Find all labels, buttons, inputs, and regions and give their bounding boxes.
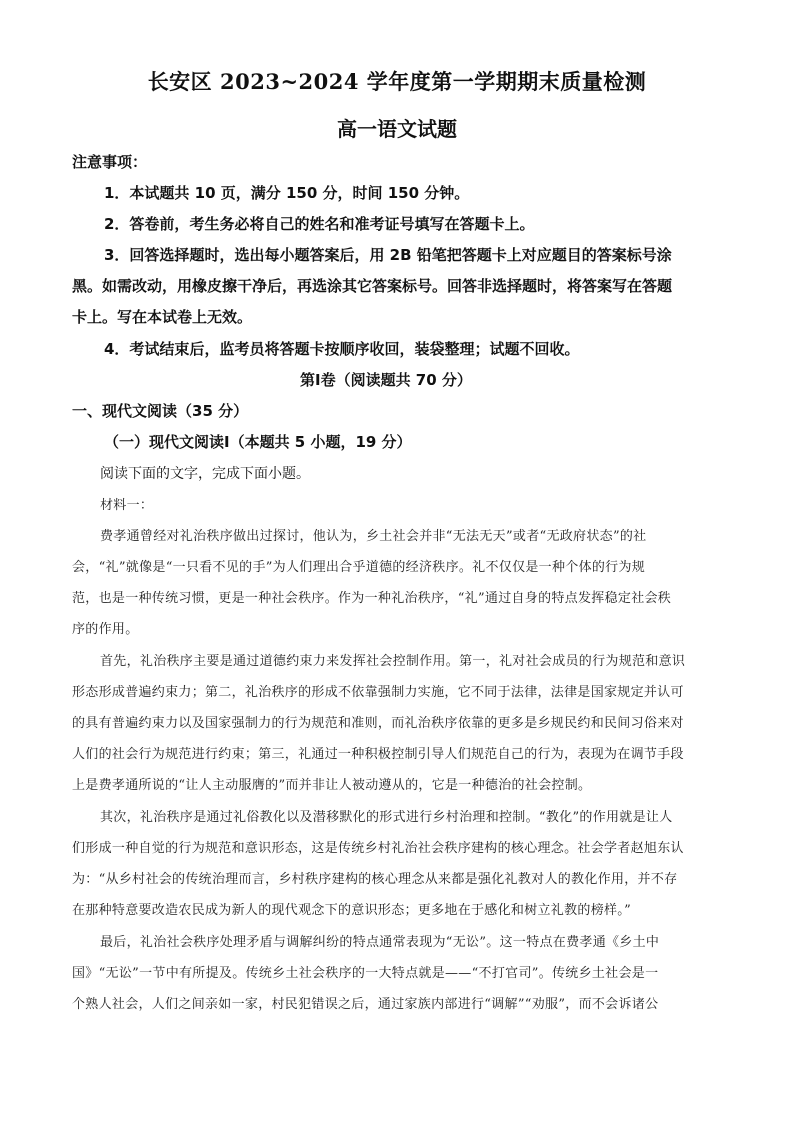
notice-line: 1．本试题共 10 页，满分 150 分，时间 150 分钟。 [104,184,470,202]
notice-line: 2．答卷前，考生务必将自己的姓名和准考证号填写在答题卡上。 [104,215,535,233]
instruction-text: 阅读下面的文字，完成下面小题。 [100,466,310,482]
part-heading: 一、现代文阅读（35 分） [72,402,249,420]
passage-line: 国》“无讼”一节中有所提及。传统乡土社会秩序的一大特点就是——“不打官司”。传统乡土社会是一 [72,966,659,981]
notice-line: 卡上。写在本试卷上无效。 [72,308,253,326]
passage-line: 个熟人社会，人们之间亲如一家，村民犯错误之后，通过家族内部进行“调解”“劝服”，而不会诉诸公 [72,997,659,1012]
subpart-heading: （一）现代文阅读Ⅰ（本题共 5 小题，19 分） [104,433,412,451]
exam-subtitle: 高一语文试题 [337,117,457,141]
notice-line: 3．回答选择题时，选出每小题答案后，用 2B 铅笔把答题卡上对应题目的答案标号涂 [104,246,672,264]
passage-line: 的具有普遍约束力以及国家强制力的行为规范和准则，而礼治秩序依靠的更多是乡规民约和民间习俗来对 [72,716,684,731]
notice-heading: 注意事项： [72,153,148,171]
passage-line: 上是费孝通所说的“让人主动服膺的”而并非让人被动遵从的，它是一种德治的社会控制。 [72,778,592,793]
passage-line: 首先，礼治秩序主要是通过道德约束力来发挥社会控制作用。第一，礼对社会成员的行为规范和意识 [100,654,686,669]
volume-heading: 第Ⅰ卷（阅读题共 70 分） [300,371,472,389]
passage-line: 其次，礼治秩序是通过礼俗教化以及潜移默化的形式进行乡村治理和控制。“教化”的作用就是让人 [100,810,673,825]
passage-line: 为：“从乡村社会的传统治理而言，乡村秩序建构的核心理念从来都是强化礼教对人的教化作用，并不存 [72,872,678,887]
passage-line: 序的作用。 [72,622,139,637]
exam-title: 长安区 2023~2024 学年度第一学期期末质量检测 [147,69,647,94]
passage-line: 费孝通曾经对礼治秩序做出过探讨，他认为，乡土社会并非“无法无天”或者“无政府状态”的社 [100,529,647,544]
passage-line: 人们的社会行为规范进行约束；第三，礼通过一种积极控制引导人们规范自己的行为，表现为在调节手段 [72,747,684,762]
passage-line: 们形成一种自觉的行为规范和意识形态，这是传统乡村礼治社会秩序建构的核心理念。社会学者赵旭东认 [72,841,684,856]
passage-line: 形态形成普遍约束力；第二，礼治秩序的形成不依靠强制力实施，它不同于法律，法律是国家规定并认可 [72,685,684,700]
passage-line: 在那种特意要改造农民成为新人的现代观念下的意识形态；更多地在于感化和树立礼教的榜样。” [72,903,632,918]
passage-line: 最后，礼治社会秩序处理矛盾与调解纠纷的特点通常表现为“无讼”。这一特点在费孝通《乡土中 [100,935,660,950]
passage-line: 会，“礼”就像是“一只看不见的手”为人们理出合乎道德的经济秩序。礼不仅仅是一种个体的行为规 [72,560,646,575]
passage-line: 范，也是一种传统习惯，更是一种社会秩序。作为一种礼治秩序，“礼”通过自身的特点发挥稳定社会秩 [72,591,672,606]
notice-line: 4．考试结束后，监考员将答题卡按顺序收回，装袋整理；试题不回收。 [104,340,580,358]
material-label: 材料一： [100,498,154,513]
notice-line: 黑。如需改动，用橡皮擦干净后，再选涂其它答案标号。回答非选择题时，将答案写在答题 [72,277,673,295]
